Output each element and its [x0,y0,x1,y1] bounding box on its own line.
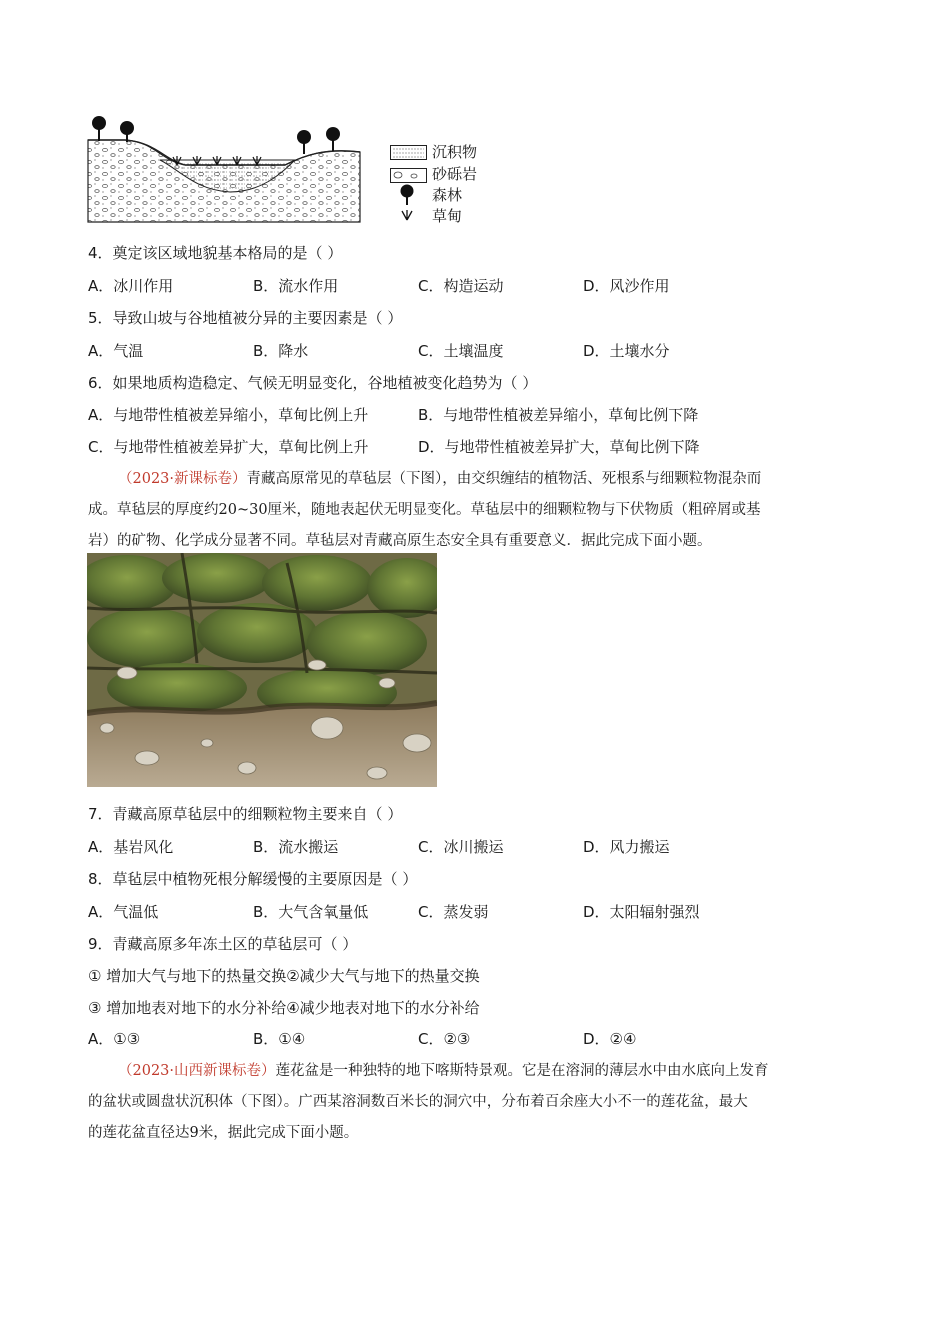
legend-forest-label: 森林 [432,186,463,204]
question-text: 如果地质构造稳定、气候无明显变化，谷地植被变化趋势为（ ） [112,374,538,392]
option-a[interactable]: A．基岩风化 [88,838,174,856]
passage-line: 岩）的矿物、化学成分显著不同。草毡层对青藏高原生态安全具有重要意义．据此完成下面小题。 [88,533,712,549]
legend-sediment-label: 沉积物 [432,143,478,161]
option-a[interactable]: A．冰川作用 [88,277,174,295]
option-a[interactable]: A．与地带性植被差异缩小，草甸比例上升 [88,406,369,424]
passage-source: （2023·新课标卷） [118,471,247,487]
question-text: 导致山坡与谷地植被分异的主要因素是（ ） [112,309,403,327]
option-b[interactable]: B．流水作用 [253,277,339,295]
passage-line: 莲花盆是一种独特的地下喀斯特景观。它是在溶洞的薄层水中由水底向上发育 [275,1063,769,1079]
legend-meadow-icon [399,207,415,221]
question-9 [88,934,357,954]
question-text: 奠定该区域地貌基本格局的是（ ） [112,244,343,262]
option-b[interactable]: B．①④ [253,1030,306,1048]
option-d[interactable]: D．风力搬运 [583,838,670,856]
question-8 [88,869,417,889]
legend-forest-icon [398,184,416,206]
statement-line: ③ 增加地表对地下的水分补给④减少地表对地下的水分补给 [88,999,480,1017]
legend-gravel-label: 砂砾岩 [432,165,478,183]
option-a[interactable]: A．①③ [88,1030,141,1048]
question-4 [88,243,342,263]
option-c[interactable]: C．蒸发弱 [418,903,489,921]
question-number: 7． [88,805,113,823]
option-d[interactable]: D．土壤水分 [583,342,670,360]
option-c[interactable]: C．②③ [418,1030,471,1048]
valley-cross-section-diagram [85,110,370,225]
question-5 [88,308,402,328]
statement-line: ① 增加大气与地下的热量交换②减少大气与地下的热量交换 [88,967,480,985]
passage-source: （2023·山西新课标卷） [118,1063,276,1079]
option-d[interactable]: D．风沙作用 [583,277,670,295]
option-d[interactable]: D．与地带性植被差异扩大，草甸比例下降 [418,438,700,456]
passage-line: 青藏高原常见的草毡层（下图），由交织缠结的植物活、死根系与细颗粒物混杂而 [246,471,762,487]
question-text: 草毡层中植物死根分解缓慢的主要原因是（ ） [112,870,418,888]
option-c[interactable]: C．构造运动 [418,277,504,295]
question-7 [88,804,402,824]
option-b[interactable]: B．流水搬运 [253,838,339,856]
question-text: 青藏高原多年冻土区的草毡层可（ ） [112,935,358,953]
option-c[interactable]: C．土壤温度 [418,342,504,360]
question-number: 5． [88,309,113,327]
question-number: 4． [88,244,113,262]
passage-2 [88,1056,868,1149]
passage-line: 的莲花盆直径达9米，据此完成下面小题。 [88,1125,359,1141]
legend-meadow-label: 草甸 [432,207,463,225]
option-a[interactable]: A．气温 [88,342,144,360]
sod-layer-photo [87,553,437,787]
passage-line: 的盆状或圆盘状沉积体（下图）。广西某溶洞数百米长的洞穴中，分布着百余座大小不一的莲花盆，最大 [88,1094,748,1110]
option-b[interactable]: B．大气含氧量低 [253,903,369,921]
option-d[interactable]: D．②④ [583,1030,637,1048]
option-c[interactable]: C．冰川搬运 [418,838,504,856]
question-number: 8． [88,870,113,888]
question-number: 6． [88,374,113,392]
passage-1 [88,464,868,557]
option-b[interactable]: B．与地带性植被差异缩小，草甸比例下降 [418,406,699,424]
question-number: 9． [88,935,113,953]
option-c[interactable]: C．与地带性植被差异扩大，草甸比例上升 [88,438,369,456]
option-d[interactable]: D．太阳辐射强烈 [583,903,700,921]
question-text: 青藏高原草毡层中的细颗粒物主要来自（ ） [112,805,403,823]
option-a[interactable]: A．气温低 [88,903,159,921]
legend-gravel-swatch [390,168,428,183]
passage-line: 成。草毡层的厚度约20~30厘米，随地表起伏无明显变化。草毡层中的细颗粒物与下伏物质（粗碎屑或基 [88,502,761,518]
question-6 [88,373,537,393]
option-b[interactable]: B．降水 [253,342,309,360]
legend-sediment-swatch [390,145,428,160]
